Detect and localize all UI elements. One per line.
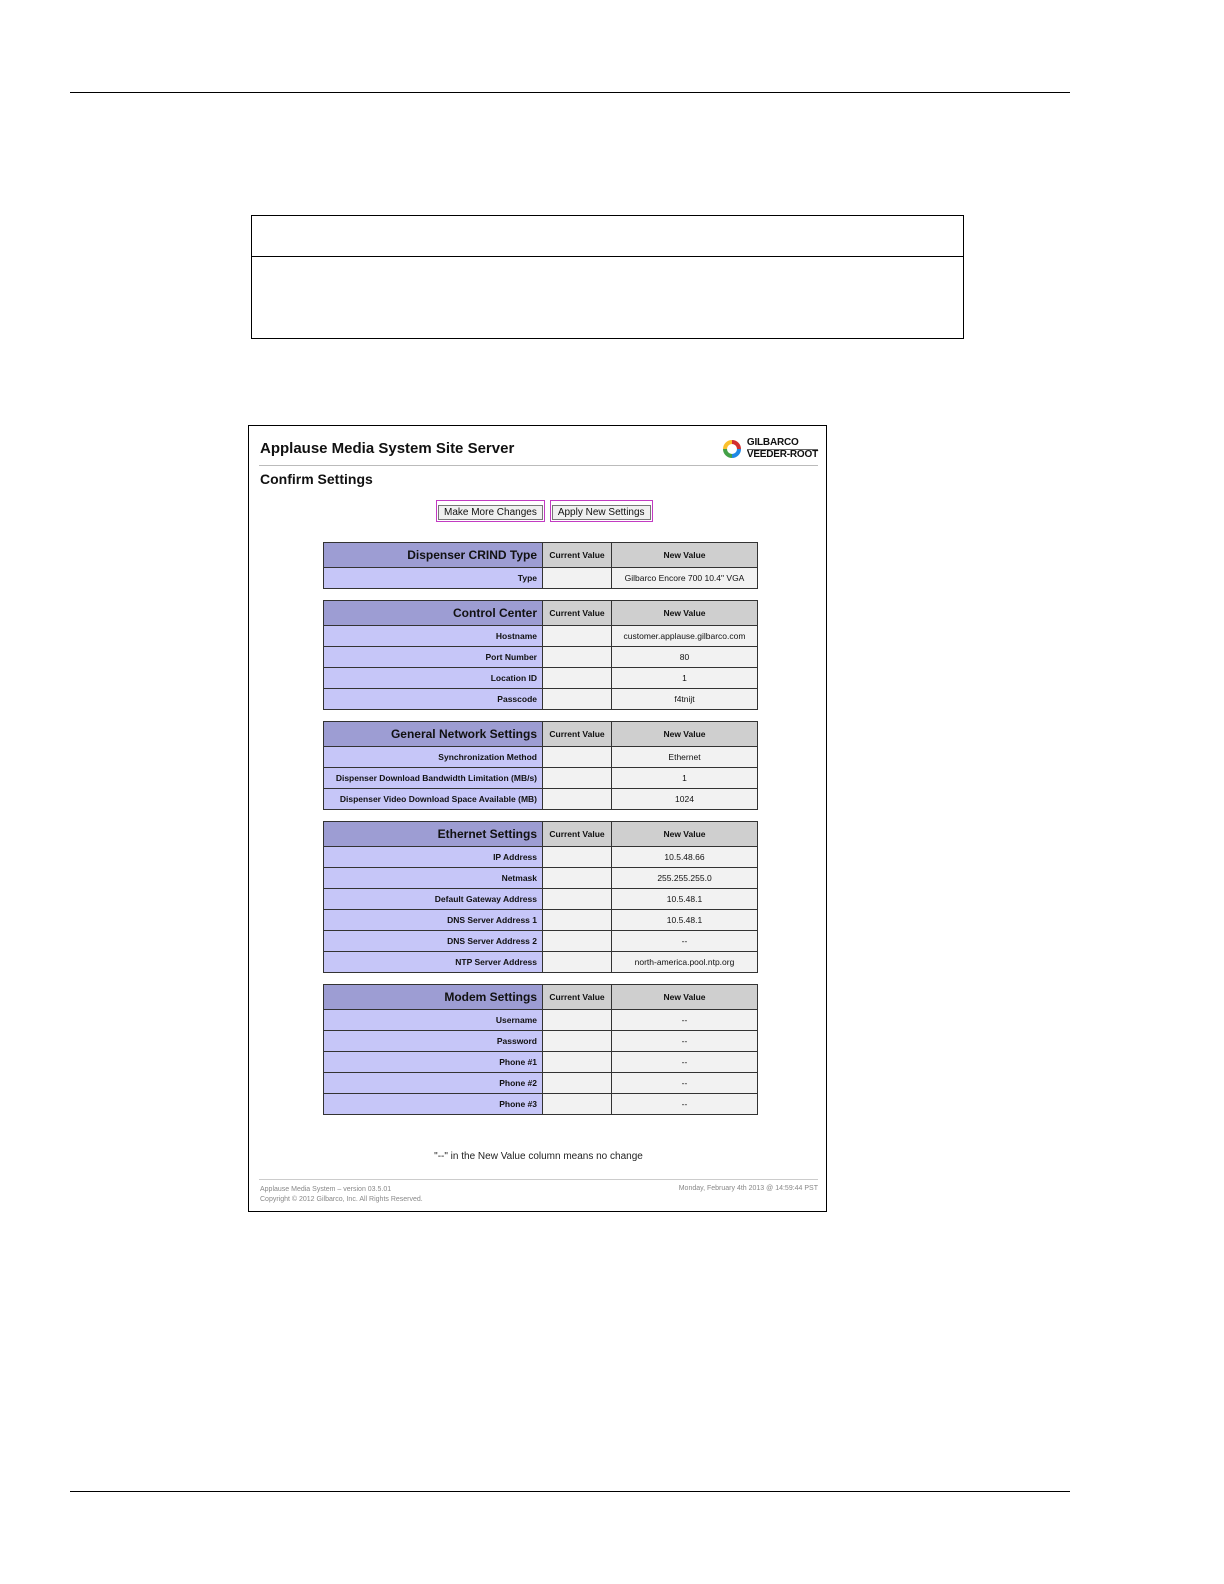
setting-label: Phone #1 (324, 1052, 543, 1073)
footer-datetime: Monday, February 4th 2013 @ 14:59:44 PST (678, 1185, 818, 1192)
settings-table (323, 600, 758, 710)
setting-label: Hostname (324, 626, 543, 647)
current-value-header: Current Value (543, 543, 612, 568)
no-change-footnote: "--" in the New Value column means no change (434, 1151, 643, 1162)
new-value: -- (612, 1031, 758, 1052)
section-title: Modem Settings (324, 985, 543, 1010)
setting-label: Password (324, 1031, 543, 1052)
page-footer-rule (70, 1491, 1070, 1492)
new-value: -- (612, 1073, 758, 1094)
setting-label: Dispenser Video Download Space Available (MB) (324, 789, 543, 810)
table-row (324, 847, 758, 868)
new-value-header: New Value (612, 601, 758, 626)
table-row (324, 1010, 758, 1031)
settings-tables (323, 542, 758, 1126)
current-value (543, 868, 612, 889)
setting-label: Type (324, 568, 543, 589)
current-value (543, 1094, 612, 1115)
current-value (543, 910, 612, 931)
current-value (543, 1073, 612, 1094)
table-row (324, 689, 758, 710)
logo-line-2: VEEDER-ROOT (746, 449, 818, 460)
new-value: 10.5.48.1 (612, 910, 758, 931)
settings-table-header (324, 985, 758, 1010)
setting-label: Synchronization Method (324, 747, 543, 768)
setting-label: Phone #2 (324, 1073, 543, 1094)
copyright-text: Copyright © 2012 Gilbarco, Inc. All Rights Reserved. (260, 1196, 423, 1203)
table-row (324, 931, 758, 952)
table-row (324, 1052, 758, 1073)
new-value: 10.5.48.1 (612, 889, 758, 910)
new-value-header: New Value (612, 985, 758, 1010)
logo-line-1: GILBARCO (747, 438, 818, 450)
setting-label: IP Address (324, 847, 543, 868)
table-row (324, 747, 758, 768)
current-value (543, 668, 612, 689)
section-title: Control Center (324, 601, 543, 626)
new-value: 255.255.255.0 (612, 868, 758, 889)
table-row (324, 789, 758, 810)
settings-table (323, 984, 758, 1115)
current-value (543, 747, 612, 768)
page-title: Confirm Settings (260, 471, 373, 487)
apply-new-settings-button[interactable]: Apply New Settings (552, 505, 651, 520)
new-value-header: New Value (612, 822, 758, 847)
settings-table-header (324, 822, 758, 847)
new-value: -- (612, 1052, 758, 1073)
setting-label: Default Gateway Address (324, 889, 543, 910)
new-value: 10.5.48.66 (612, 847, 758, 868)
table-row (324, 626, 758, 647)
note-box (251, 215, 964, 339)
table-row (324, 1094, 758, 1115)
setting-label: Username (324, 1010, 543, 1031)
new-value: f4tnijt (612, 689, 758, 710)
current-value-header: Current Value (543, 722, 612, 747)
make-more-changes-button[interactable]: Make More Changes (438, 505, 543, 520)
page-header-rule (70, 92, 1070, 93)
current-value-header: Current Value (543, 601, 612, 626)
current-value (543, 789, 612, 810)
table-row (324, 952, 758, 973)
new-value: 80 (612, 647, 758, 668)
current-value (543, 889, 612, 910)
new-value: north-america.pool.ntp.org (612, 952, 758, 973)
settings-table-header (324, 601, 758, 626)
new-value: Gilbarco Encore 700 10.4" VGA (612, 568, 758, 589)
apply-new-settings-focus-ring (550, 500, 653, 522)
current-value (543, 647, 612, 668)
new-value-header: New Value (612, 722, 758, 747)
new-value: 1 (612, 768, 758, 789)
footer-divider (259, 1179, 818, 1180)
gilbarco-logo (721, 436, 818, 462)
new-value: customer.applause.gilbarco.com (612, 626, 758, 647)
header-divider (259, 465, 818, 466)
current-value (543, 689, 612, 710)
current-value (543, 626, 612, 647)
confirm-settings-screenshot (248, 425, 827, 1212)
gilbarco-logo-icon (721, 438, 743, 460)
action-buttons (436, 500, 653, 522)
settings-table (323, 542, 758, 589)
new-value: 1024 (612, 789, 758, 810)
make-more-changes-focus-ring (436, 500, 545, 522)
setting-label: Port Number (324, 647, 543, 668)
footer-left (260, 1185, 423, 1205)
current-value (543, 1010, 612, 1031)
table-row (324, 1031, 758, 1052)
setting-label: Netmask (324, 868, 543, 889)
setting-label: Phone #3 (324, 1094, 543, 1115)
section-title: Dispenser CRIND Type (324, 543, 543, 568)
current-value (543, 768, 612, 789)
settings-table-header (324, 543, 758, 568)
current-value (543, 952, 612, 973)
table-row (324, 668, 758, 689)
setting-label: DNS Server Address 2 (324, 931, 543, 952)
table-row (324, 768, 758, 789)
new-value: -- (612, 1094, 758, 1115)
table-row (324, 568, 758, 589)
current-value (543, 931, 612, 952)
section-title: Ethernet Settings (324, 822, 543, 847)
current-value-header: Current Value (543, 985, 612, 1010)
note-box-divider (252, 256, 963, 257)
current-value (543, 1031, 612, 1052)
current-value (543, 1052, 612, 1073)
settings-table-header (324, 722, 758, 747)
table-row (324, 889, 758, 910)
current-value (543, 568, 612, 589)
table-row (324, 868, 758, 889)
logo-wordmark (747, 438, 818, 460)
new-value: -- (612, 931, 758, 952)
version-text: Applause Media System – version 03.5.01 (260, 1186, 392, 1193)
app-title: Applause Media System Site Server (260, 440, 515, 457)
section-title: General Network Settings (324, 722, 543, 747)
table-row (324, 910, 758, 931)
new-value-header: New Value (612, 543, 758, 568)
current-value (543, 847, 612, 868)
setting-label: DNS Server Address 1 (324, 910, 543, 931)
setting-label: Location ID (324, 668, 543, 689)
settings-table (323, 821, 758, 973)
settings-table (323, 721, 758, 810)
current-value-header: Current Value (543, 822, 612, 847)
new-value: Ethernet (612, 747, 758, 768)
setting-label: Passcode (324, 689, 543, 710)
new-value: -- (612, 1010, 758, 1031)
table-row (324, 1073, 758, 1094)
setting-label: NTP Server Address (324, 952, 543, 973)
table-row (324, 647, 758, 668)
new-value: 1 (612, 668, 758, 689)
setting-label: Dispenser Download Bandwidth Limitation (MB/s) (324, 768, 543, 789)
